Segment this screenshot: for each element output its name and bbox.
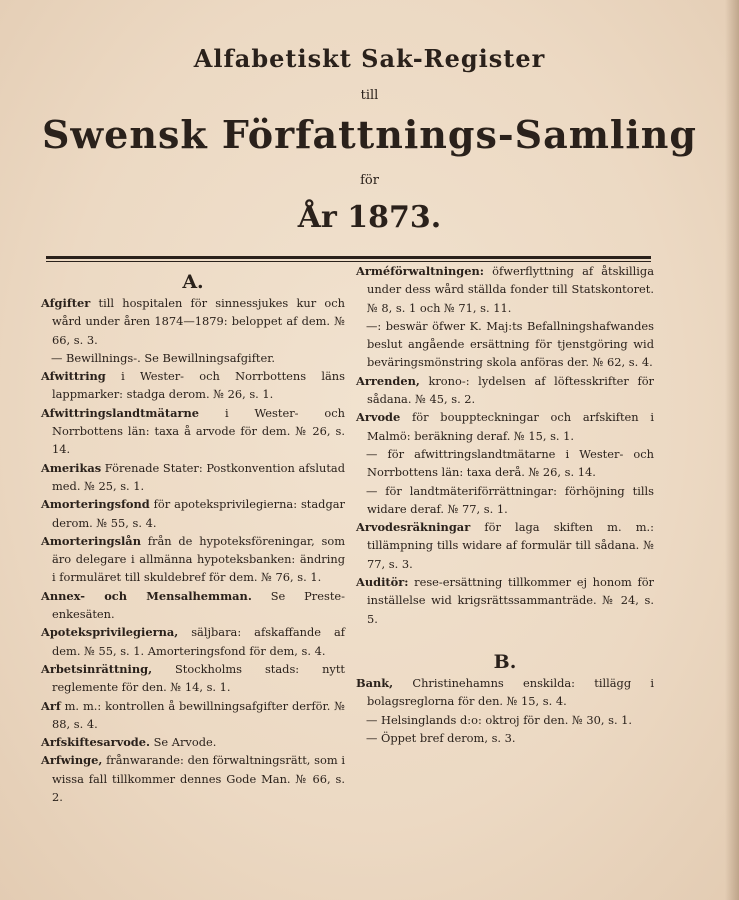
entry-text: Förenade Stater: Postkonvention afslutad med. № 25, s. 1. bbox=[52, 460, 345, 493]
register-title: Alfabetiskt Sak-Register bbox=[193, 44, 546, 73]
section-letter: A. bbox=[182, 271, 204, 293]
entry-text: Stockholms stads: nytt reglemente för den. № 14, s. 1. bbox=[52, 661, 345, 695]
entry-text: i Wester- och Norrbottens läns lappmarker: stadga derom. № 26, s. 1. bbox=[52, 369, 345, 402]
left-column bbox=[41, 262, 345, 806]
entry-headword: Afgifter bbox=[41, 296, 91, 310]
entry-headword: Amorteringslån bbox=[41, 533, 141, 548]
entry-headword: Afwittringslandtmätarne bbox=[41, 405, 200, 420]
index-entry bbox=[41, 587, 345, 624]
index-entry bbox=[41, 367, 345, 404]
entry-headword: Amorteringsfond bbox=[41, 497, 150, 512]
entry-text: Se Arvode. bbox=[149, 735, 217, 750]
entry-text: säljbara: afskaffande af dem. № 55, s. 1. Amorteringsfond för dem, s. 4. bbox=[52, 625, 345, 658]
entry-text: öfwerflyttning af åtskilliga under dess wård ställda fonder till Statskontoret. № 8, s. 1 och № 71, s. 11. bbox=[367, 264, 654, 315]
entry-headword: Bank, bbox=[356, 675, 394, 690]
index-entry bbox=[41, 495, 345, 532]
for-word: för bbox=[360, 173, 379, 188]
index-entry bbox=[356, 674, 654, 711]
entry-text: — för afwittringslandtmätarne i Wester- och Norrbottens län: taxa derå. № 26, s. 14. bbox=[366, 446, 654, 480]
index-entry bbox=[356, 711, 654, 729]
entry-headword: Arbetsinrättning, bbox=[41, 661, 153, 676]
double-rule-thick bbox=[46, 256, 651, 259]
entry-headword: Arvodesräkningar bbox=[356, 520, 471, 535]
index-entry bbox=[41, 459, 345, 496]
index-entry bbox=[356, 729, 654, 747]
year-title: År 1873. bbox=[297, 200, 442, 235]
entry-text: för bouppteckningar och arfskiften i Malmö: beräkning deraf. № 15, s. 1. bbox=[367, 410, 654, 443]
index-entry bbox=[41, 623, 345, 660]
index-entry bbox=[41, 349, 345, 367]
collection-title: Swensk Författnings-Samling bbox=[41, 112, 698, 157]
entry-headword: Arf bbox=[41, 698, 61, 713]
section-letter: B. bbox=[493, 650, 517, 673]
index-entry bbox=[356, 317, 654, 372]
entry-headword: Auditör: bbox=[356, 575, 409, 590]
entry-headword: Arfskiftesarvode. bbox=[41, 735, 150, 750]
index-entry bbox=[356, 445, 654, 482]
entry-text: rese-ersättning tillkommer ej honom för inställelse wid krigsrättssammanträde. № 24, s. 5. bbox=[367, 575, 654, 626]
index-entry bbox=[356, 372, 654, 409]
entry-text: Se Preste-enkesäten. bbox=[52, 588, 346, 622]
index-entry bbox=[41, 294, 345, 349]
right-column bbox=[356, 262, 654, 747]
entry-text: — Öppet bref derom, s. 3. bbox=[366, 730, 516, 745]
index-entry bbox=[41, 532, 345, 587]
entry-headword: Arvode bbox=[356, 410, 401, 425]
entry-text: för laga skiften m. m.: tillämpning tills widare af formulär till sådana. № 77, s. 3. bbox=[367, 520, 654, 571]
entry-text: Christinehamns enskilda: tillägg i bolagsreglorna för den. № 15, s. 4. bbox=[367, 675, 654, 709]
index-entry bbox=[41, 404, 345, 459]
entry-headword: Arfwinge, bbox=[41, 753, 103, 768]
entry-headword: Arméförwaltningen: bbox=[356, 264, 485, 278]
entry-text: m. m.: kontrollen å bewillningsafgifter derför. № 88, s. 4. bbox=[52, 698, 345, 731]
index-entry bbox=[41, 697, 345, 734]
entry-text: för apoteksprivilegierna: stadgar derom. № 55, s. 4. bbox=[52, 497, 345, 530]
index-entry bbox=[356, 262, 654, 317]
entry-text: — Helsinglands d:o: oktroj för den. № 30, s. 1. bbox=[366, 712, 633, 727]
entry-text: — Bewillnings-. Se Bewillningsafgifter. bbox=[51, 350, 276, 365]
entry-headword: Apoteksprivilegierna, bbox=[41, 625, 179, 640]
entry-text: frånwarande: den förwaltningsrätt, som i wissa fall tillkommer dennes Gode Man. № 66, s. 2. bbox=[52, 753, 345, 805]
entry-text: —: beswär öfwer K. Maj:ts Befallningshafwandes beslut angående ersättning för tjenstgöring wid beväringsmönstring skola anföras der. № 62, s. 4. bbox=[366, 318, 654, 370]
index-entry bbox=[356, 408, 654, 445]
entry-headword: Arrenden, bbox=[356, 373, 420, 388]
index-entry bbox=[41, 660, 345, 697]
entry-text: till hospitalen för sinnessjukes kur och wård under åren 1874—1879: beloppet af dem. № 66, s. 3. bbox=[52, 296, 345, 347]
entry-text: — för landtmäteriförrättningar: förhöjning tills widare deraf. № 77, s. 1. bbox=[366, 483, 654, 516]
entry-text: i Wester- och Norrbottens län: taxa å arvode för dem. № 26, s. 14. bbox=[52, 405, 345, 457]
till-word: till bbox=[360, 88, 379, 103]
entry-text: från de hypoteksföreningar, som äro delegare i allmänna hypoteksbanken: ändring i formuläret till skuldebref för dem. № 76, s. 1. bbox=[52, 533, 345, 585]
index-entry bbox=[41, 733, 345, 751]
entry-headword: Annex- och Mensalhemman. bbox=[41, 588, 252, 603]
index-entry bbox=[41, 751, 345, 806]
index-entry bbox=[356, 518, 654, 573]
index-entry bbox=[356, 482, 654, 519]
entry-headword: Afwittring bbox=[41, 369, 106, 384]
entry-text: krono-: lydelsen af löftesskrifter för sådana. № 45, s. 2. bbox=[367, 373, 654, 407]
index-entry bbox=[356, 573, 654, 628]
entry-headword: Amerikas bbox=[41, 460, 102, 475]
